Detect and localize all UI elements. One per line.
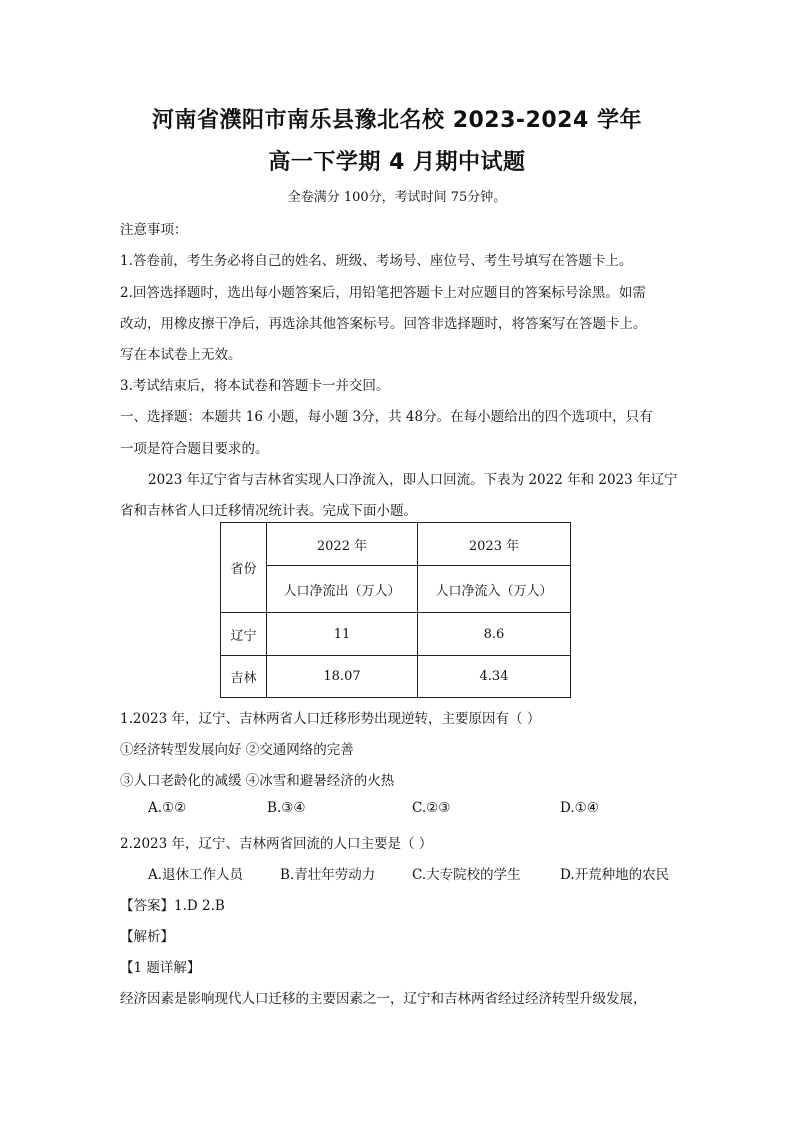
table-cell-2023: 4.34 — [418, 656, 571, 698]
q1-option-b: B.③④ — [267, 800, 306, 816]
q2-option-d: D.开荒种地的农民 — [560, 867, 670, 883]
note-item-2-line-a: 2.回答选择题时，选出每小题答案后，用铅笔把答题卡上对应题目的答案标号涂黑。如需 — [120, 285, 646, 301]
exam-title-line1: 河南省濮阳市南乐县豫北名校 2023-2024 学年 — [152, 108, 642, 133]
table-cell-2023: 8.6 — [418, 613, 571, 656]
note-item-3: 3.考试结束后，将本试卷和答题卡一并交回。 — [120, 378, 390, 394]
q2-stem: 2.2023 年，辽宁、吉林两省回流的人口主要是（ ） — [120, 836, 433, 852]
table-subheader-inflow: 人口净流入（万人） — [418, 566, 571, 613]
table-row — [221, 656, 571, 698]
exam-subtitle: 全卷满分 100分，考试时间 75分钟。 — [287, 190, 507, 205]
explanation-line: 经济因素是影响现代人口迁移的主要因素之一，辽宁和吉林两省经过经济转型升级发展， — [120, 991, 647, 1007]
table-header-province: 省份 — [221, 523, 267, 613]
table-cell-province: 辽宁 — [221, 613, 267, 656]
table-cell-2022: 18.07 — [267, 656, 418, 698]
table-header-2023: 2023 年 — [418, 523, 571, 566]
table-header-2022: 2022 年 — [267, 523, 418, 566]
table-cell-province: 吉林 — [221, 656, 267, 698]
section1-line-b: 一项是符合题目要求的。 — [120, 441, 269, 457]
table-subheader-outflow: 人口净流出（万人） — [267, 566, 418, 613]
q1-option-d: D.①④ — [560, 800, 599, 816]
q1-conditions-line1: ①经济转型发展向好 ②交通网络的完善 — [120, 742, 354, 758]
detail1-heading: 【1 题详解】 — [120, 960, 201, 976]
q2-option-c: C.大专院校的学生 — [412, 867, 521, 883]
table-row — [221, 613, 571, 656]
exam-title-line2: 高一下学期 4 月期中试题 — [268, 150, 526, 175]
note-item-2-line-c: 写在本试卷上无效。 — [120, 347, 242, 363]
note-item-2-line-b: 改动，用橡皮擦干净后，再选涂其他答案标号。回答非选择题时，将答案写在答题卡上。 — [120, 316, 647, 332]
note-item-1: 1.答卷前，考生务必将自己的姓名、班级、考场号、座位号、考生号填写在答题卡上。 — [120, 253, 633, 269]
notes-heading: 注意事项： — [120, 222, 188, 238]
q1-option-a: A.①② — [148, 800, 187, 816]
intro-line-a: 2023 年辽宁省与吉林省实现人口净流入，即人口回流。下表为 2022 年和 2023 年辽宁 — [148, 472, 678, 488]
q1-stem: 1.2023 年，辽宁、吉林两省人口迁移形势出现逆转，主要原因有（ ） — [120, 711, 541, 727]
analysis-heading: 【解析】 — [120, 929, 174, 945]
section1-line-a: 一、选择题：本题共 16 小题，每小题 3分，共 48分。在每小题给出的四个选项中，只有 — [120, 409, 653, 425]
migration-table — [220, 522, 571, 698]
q1-conditions-line2: ③人口老龄化的减缓 ④冰雪和避暑经济的火热 — [120, 773, 395, 789]
answer-line: 【答案】1.D 2.B — [120, 898, 225, 914]
table-cell-2022: 11 — [267, 613, 418, 656]
q1-option-c: C.②③ — [412, 800, 451, 816]
q2-option-a: A.退休工作人员 — [148, 867, 244, 883]
q2-option-b: B.青壮年劳动力 — [280, 867, 376, 883]
intro-line-b: 省和吉林省人口迁移情况统计表。完成下面小题。 — [120, 503, 417, 519]
